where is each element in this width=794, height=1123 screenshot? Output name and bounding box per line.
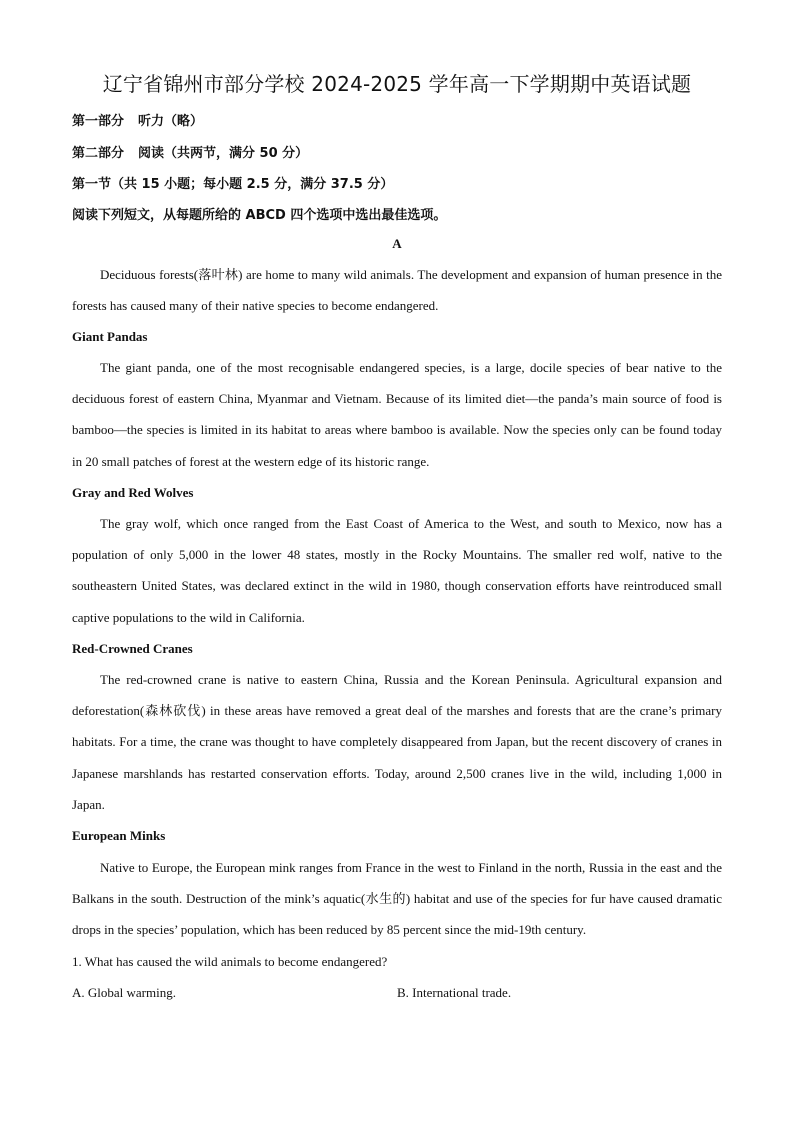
passage-letter: A bbox=[392, 236, 402, 251]
intro-paragraph: Deciduous forests(落叶林) are home to many wild animals. The development and expansion of human presence in the forests has caused many of their native species to become endangered. bbox=[72, 267, 722, 314]
part2-line bbox=[72, 142, 308, 161]
section-text-minks: Native to Europe, the European mink ranges from France in the west to Finland in the north, Russia in the east and the Balkans in the south. Destruction of the mink’s aquatic(水生的) habitat and use of the species for fur have caused dramatic drops in the species’ population, which has been reduced by 85 percent since the mid-19th century. bbox=[72, 860, 722, 938]
question-1-stem: 1. What has caused the wild animals to become endangered? bbox=[72, 954, 388, 969]
section-text-cranes: The red-crowned crane is native to eastern China, Russia and the Korean Peninsula. Agricultural expansion and deforestation(森林砍伐) in these areas have removed a great deal of the marshes and forests that are the crane’s primary habitats. For a time, the crane was thought to have completely disappeared from Japan, but the recent discovery of cranes in Japanese marshlands has restarted conservation efforts. Today, around 2,500 cranes live in the wild, including 1,000 in Japan. bbox=[72, 672, 722, 812]
section-text-pandas: The giant panda, one of the most recognisable endangered species, is a large, docile species of bear native to the deciduous forest of eastern China, Myanmar and Vietnam. Because of its limited diet—the panda’s main source of food is bamboo—the species is limited in its habitat to areas where bamboo is available. Now the species only can be found today in 20 small patches of forest at the western edge of its historic range. bbox=[72, 360, 722, 469]
question-1-option-b: B. International trade. bbox=[397, 985, 512, 1000]
part2-text: 阅读（共两节，满分 50 分） bbox=[138, 146, 309, 161]
section-heading-minks: European Minks bbox=[72, 828, 166, 843]
question-1-option-a: A. Global warming. bbox=[72, 985, 176, 1000]
instruction-text: 阅读下列短文，从每题所给的 ABCD 四个选项中选出最佳选项。 bbox=[72, 208, 447, 223]
section1-heading: 第一节（共 15 小题；每小题 2.5 分，满分 37.5 分） bbox=[72, 177, 394, 192]
page-title: 辽宁省锦州市部分学校 2024-2025 学年高一下学期期中英语试题 bbox=[102, 72, 692, 96]
part1-line bbox=[72, 110, 203, 129]
section-heading-cranes: Red-Crowned Cranes bbox=[72, 641, 193, 656]
part1-text: 听力（略） bbox=[138, 114, 204, 129]
section-heading-wolves: Gray and Red Wolves bbox=[72, 485, 194, 500]
section-text-wolves: The gray wolf, which once ranged from the East Coast of America to the West, and south to Mexico, now has a population of only 5,000 in the lower 48 states, mostly in the Rocky Mountains. The smaller red wolf, native to the southeastern United States, was declared extinct in the wild in 1980, though conservation efforts have reintroduced small captive populations to the wild in California. bbox=[72, 516, 722, 625]
part1-label: 第一部分 bbox=[72, 114, 125, 129]
part2-label: 第二部分 bbox=[72, 146, 125, 161]
section-heading-pandas: Giant Pandas bbox=[72, 329, 148, 344]
